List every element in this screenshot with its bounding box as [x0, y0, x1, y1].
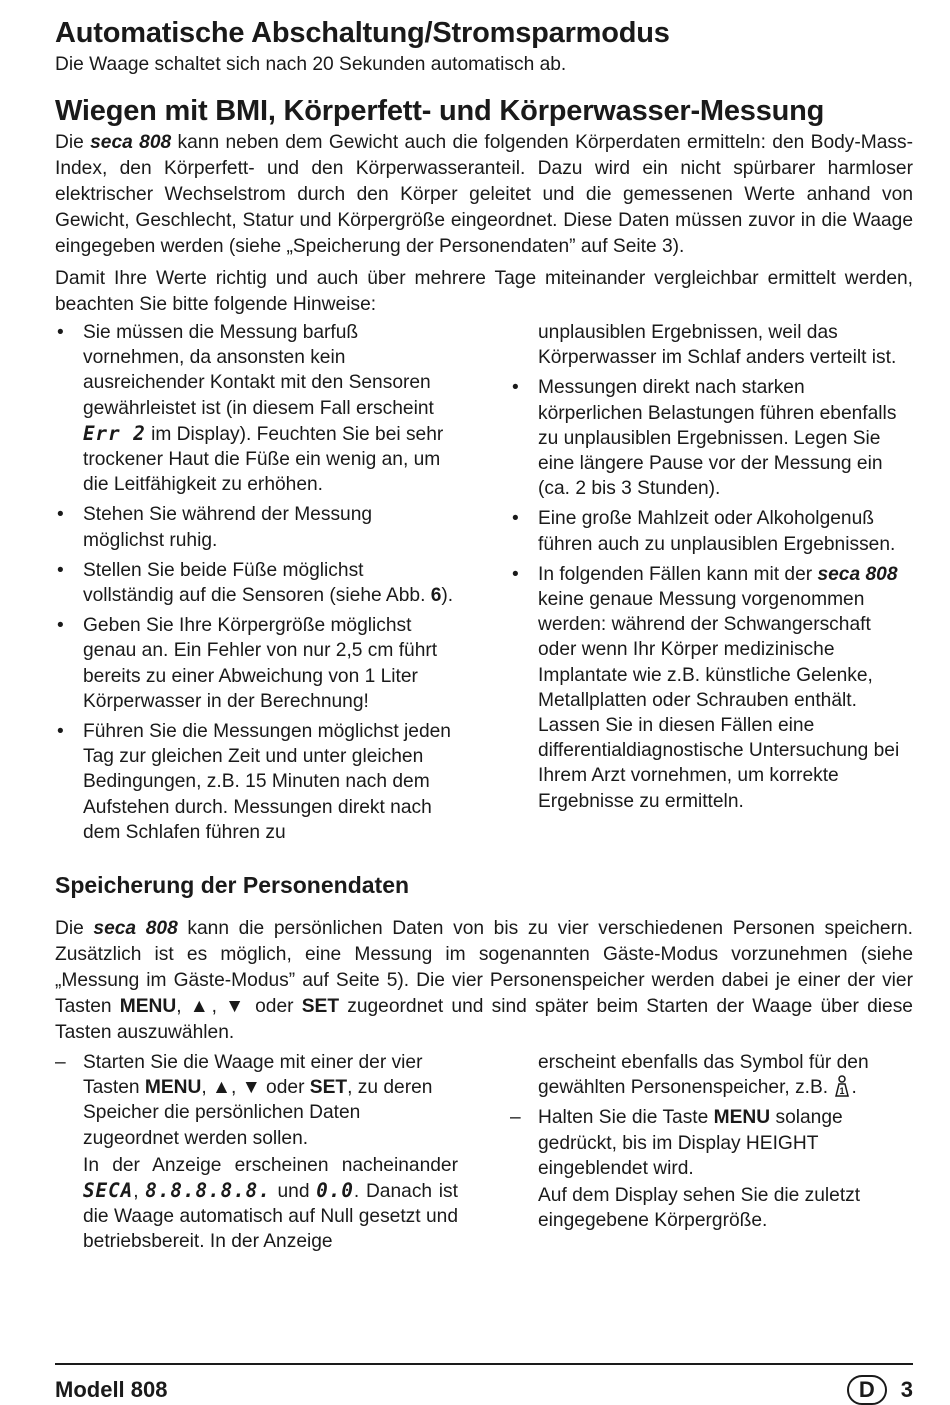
lcd-eights: 8.8.8.8.8. [145, 1179, 271, 1203]
page-footer [55, 1363, 913, 1402]
person-data-intro: Die seca 808 kann die persönlichen Daten von bis zu vier verschiedenen Personen speichern. Zusätzlich ist es möglich, eine Messung im sogenannten Gäste-Modus vorzunehmen (siehe „Messung im Gäste-Modus” auf Seite 5). Die vier Personenspeicher werden dabei je einer der vier Tasten MENU, ▲, ▼ oder SET zugeordnet und sind später beim Starten der Waage über diese Tasten auszuwählen. [55, 918, 913, 1044]
key-down-icon: ▼ [225, 996, 247, 1018]
person-data-steps [55, 1050, 913, 1260]
person-memory-number: 1 [839, 1086, 845, 1097]
hint-same-time: • Führen Sie die Messungen möglichst jeden Tag zur gleichen Zeit und unter gleichen Bedingungen, z.B. 15 Minuten nach dem Aufstehen durch. Messungen direkt nach dem Schlafen führen zu [57, 721, 451, 843]
steps-right-column [510, 1050, 913, 1260]
footer-model: Modell 808 [55, 1377, 168, 1402]
page-number: 3 [900, 1377, 913, 1402]
brand-name: seca 808 [93, 918, 178, 940]
language-badge: D [847, 1375, 887, 1405]
key-menu: MENU [144, 1077, 202, 1099]
manual-page [55, 14, 913, 1260]
section-bmi [55, 92, 913, 850]
key-set: SET [309, 1077, 348, 1099]
bmi-intro: Die seca 808 kann neben dem Gewicht auch die folgenden Körperdaten ermitteln: den Body-Mass-Index, den Körperfett- und den Körperwasseranteil. Dazu wird ein nicht spürbarer harmloser elektrischer Wechselstrom durch den Körper geleitet und die gemessenen Werte anhand von Gewicht, Geschlecht, Statur und Körpergröße eingeordnet. Diese Daten müssen zuvor in die Waage eingegeben werden (siehe „Speicherung der Personendaten” auf Seite 3). [55, 132, 913, 257]
bmi-hints-columns [55, 320, 913, 850]
bullet-icon: • [512, 377, 519, 399]
key-menu: MENU [713, 1107, 771, 1129]
bullet-icon: • [57, 615, 64, 637]
hint-meal-alcohol: • Eine große Mahlzeit oder Alkoholgenuß führen auch zu unplausiblen Ergebnissen. [512, 508, 896, 555]
section-person-data [55, 870, 913, 1260]
bullet-icon: • [57, 721, 64, 743]
hints-right-column [510, 320, 913, 850]
hint-barefoot: • Sie müssen die Messung barfuß vornehmen, da ansonsten kein ausreichender Kontakt mit den Sensoren gewährleistet ist (in diesem Fall erscheint Err 2 im Display). Feuchten Sie bei sehr trockener Haut die Füße ein wenig an, um die Leitfähigkeit zu erhöhen. [57, 322, 444, 496]
brand-name: seca 808 [817, 563, 898, 585]
auto-shutoff-text: Die Waage schaltet sich nach 20 Sekunden automatisch ab. [55, 54, 567, 75]
brand-name: seca 808 [90, 132, 172, 153]
lcd-zero: 0.0 [316, 1179, 354, 1203]
lcd-seca: SECA [83, 1179, 134, 1203]
key-up-icon: ▲ [189, 996, 212, 1018]
step-start-scale: – Starten Sie die Waage mit einer der vier Tasten MENU, ▲, ▼ oder SET, zu deren Speicher die persönlichen Daten zugeordnet werden sollen. [55, 1052, 433, 1149]
heading-person-data: Speicherung der Personendaten [55, 872, 410, 899]
hint-body-height: • Geben Sie Ihre Körpergröße möglichst genau an. Ein Fehler von nur 2,5 cm führt bereits zu einer Abweichung von 1 Liter Körperwasser in der Berechnung! [57, 615, 438, 712]
hints-left-column [55, 320, 458, 850]
hint-same-time-continued: unplausiblen Ergebnissen, weil das Körperwasser im Schlaf anders verteilt ist. [538, 322, 897, 369]
key-down-icon: ▼ [241, 1077, 261, 1099]
heading-auto-shutoff: Automatische Abschaltung/Stromsparmodus [55, 17, 670, 49]
bullet-icon: • [512, 563, 519, 585]
dash-icon: – [55, 1052, 66, 1074]
key-set: SET [301, 996, 340, 1018]
bullet-icon: • [57, 322, 64, 343]
steps-left-column [55, 1050, 458, 1260]
hint-feet-on-sensors: • Stellen Sie beide Füße möglichst vollständig auf die Sensoren (siehe Abb. 6). [57, 559, 454, 607]
hint-physical-stress: • Messungen direkt nach starken körperlichen Belastungen führen ebenfalls zu unplausiblen Ergebnissen. Legen Sie eine längere Pause vor der Messung ein (ca. 2 bis 3 Stunden). [512, 377, 897, 500]
hint-no-measurement: • In folgenden Fällen kann mit der seca 808 keine genaue Messung vorgenommen werden: während der Schwangerschaft oder wenn Ihr Körper medizinische Implantate wie z.B. künstliche Gelenke, Metallplatten oder Schrauben enthält. Lassen Sie in diesen Fällen eine differentialdiagnostische Untersuchung bei Ihrem Arzt vornehmen, um korrekte Ergebnisse zu ermitteln. [512, 563, 900, 812]
step-person-symbol: erscheint ebenfalls das Symbol für den gewählten Personenspeicher, z.B. 1 . [538, 1052, 869, 1099]
step-hold-menu: – Halten Sie die Taste MENU solange gedrückt, bis im Display HEIGHT eingeblendet wird. [510, 1107, 843, 1179]
step-display-height: Auf dem Display sehen Sie die zuletzt eingegebene Körpergröße. [538, 1185, 861, 1232]
section-auto-shutoff [55, 14, 913, 78]
heading-bmi: Wiegen mit BMI, Körperfett- und Körperwasser-Messung [55, 95, 825, 127]
lcd-error-code: Err 2 [83, 421, 146, 445]
bullet-icon: • [512, 508, 519, 530]
person-memory-icon [833, 1075, 851, 1097]
bullet-icon: • [57, 504, 64, 526]
hint-stand-still: • Stehen Sie während der Messung möglichst ruhig. [57, 504, 373, 551]
key-menu: MENU [119, 996, 177, 1018]
key-up-icon: ▲ [212, 1077, 232, 1099]
bullet-icon: • [57, 559, 64, 581]
dash-icon: – [510, 1107, 521, 1129]
bmi-intro-2: Damit Ihre Werte richtig und auch über mehrere Tage miteinander vergleichbar ermittelt werden, beachten Sie bitte folgende Hinweise: [55, 268, 913, 315]
step-display-sequence: In der Anzeige erscheinen nacheinander SECA, 8.8.8.8.8. und 0.0. Danach ist die Waage automatisch auf Null gesetzt und betriebsbereit. In der Anzeige [83, 1154, 458, 1253]
